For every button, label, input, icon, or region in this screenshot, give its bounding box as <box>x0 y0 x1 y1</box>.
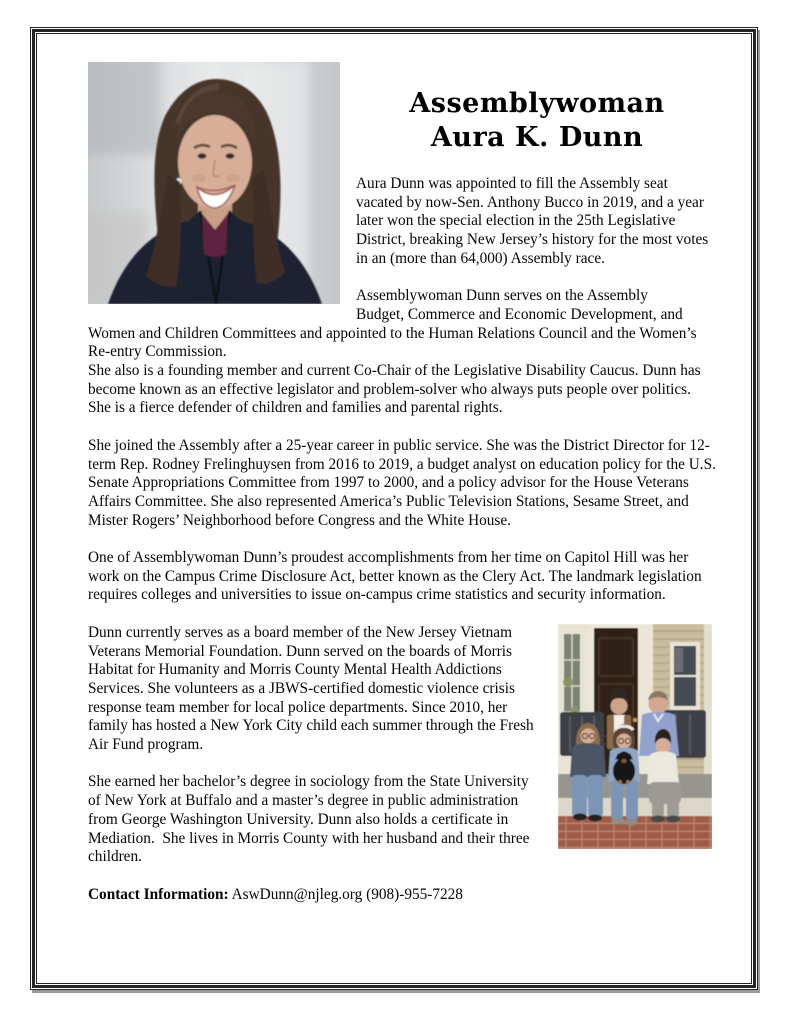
committees-line-1: Assemblywoman Dunn serves on the Assembly <box>356 287 648 305</box>
committees-line-2: Budget, Commerce and Economic Development, and Women and Children Committees and appointed to the Human Relations Council and the Women’s Re-entry Commission. <box>88 305 701 361</box>
contact-value: AswDunn@njleg.org (908)-955-7228 <box>231 885 463 903</box>
title-line-1: Assemblywoman <box>409 88 665 119</box>
portrait-photo <box>88 62 340 304</box>
paragraph-intro: Aura Dunn was appointed to fill the Assembly seat vacated by now-Sen. Anthony Bucco in 2019, and a year later won the special election in the 25th Legislative District, breaking New Jersey’s history for the most votes in an (more than 64,000) Assembly race. <box>356 175 713 267</box>
paragraph-education: She earned her bachelor’s degree in sociology from the State University of New York at Buffalo and a master’s degree in public administration from George Washington University. Dunn also holds a certificate in Mediation. She lives in Morris County with her husband and their three children. <box>88 773 534 866</box>
community-text: Dunn currently serves as a board member of the New Jersey Vietnam Veterans Memorial Foundation. Dunn served on the boards of Morris Habitat for Humanity and Morris County Mental Health Addictions Services. She volunteers as a JBWS-certified domestic violence crisis response team member for local police departments. Since 2010, her family has hosted a New York City child each summer through the Fresh Air Fund program. <box>88 623 537 754</box>
contact-label: Contact Information: <box>88 885 229 903</box>
committees-line-3: She also is a founding member and current Co-Chair of the Legislative Disability Caucus. Dunn has become known as an effective legislator and problem-solver who always puts people over politics. She is a fierce defender of children and families and parental rights. <box>88 362 705 417</box>
page-border <box>30 27 758 990</box>
paragraph-committees <box>88 287 718 418</box>
portrait-photo-image <box>88 62 340 304</box>
contact-line <box>88 886 718 905</box>
document-content <box>37 34 751 983</box>
paragraph-career: She joined the Assembly after a 25-year career in public service. She was the District Director for 12-term Rep. Rodney Frelinghuysen from 2016 to 2019, a budget analyst on education policy for the U.S. Senate Appropriations Committee from 1997 to 2000, and a policy advisor for the House Veterans Affairs Committee. She also represented America’s Public Television Stations, Sesame Street, and Mister Rogers’ Neighborhood before Congress and the White House. <box>88 436 720 529</box>
family-photo <box>558 624 712 849</box>
family-photo-image <box>558 624 712 849</box>
page-border-mid <box>32 29 756 988</box>
paragraph-community <box>88 624 718 755</box>
page-border-inner <box>36 33 752 984</box>
title-line-2: Aura K. Dunn <box>430 122 644 153</box>
paragraph-capitol-hill: One of Assemblywoman Dunn’s proudest accomplishments from her time on Capitol Hill was her work on the Campus Crime Disclosure Act, better known as the Clery Act. The landmark legislation requires colleges and universities to issue on-campus crime statistics and security information. <box>88 549 706 604</box>
